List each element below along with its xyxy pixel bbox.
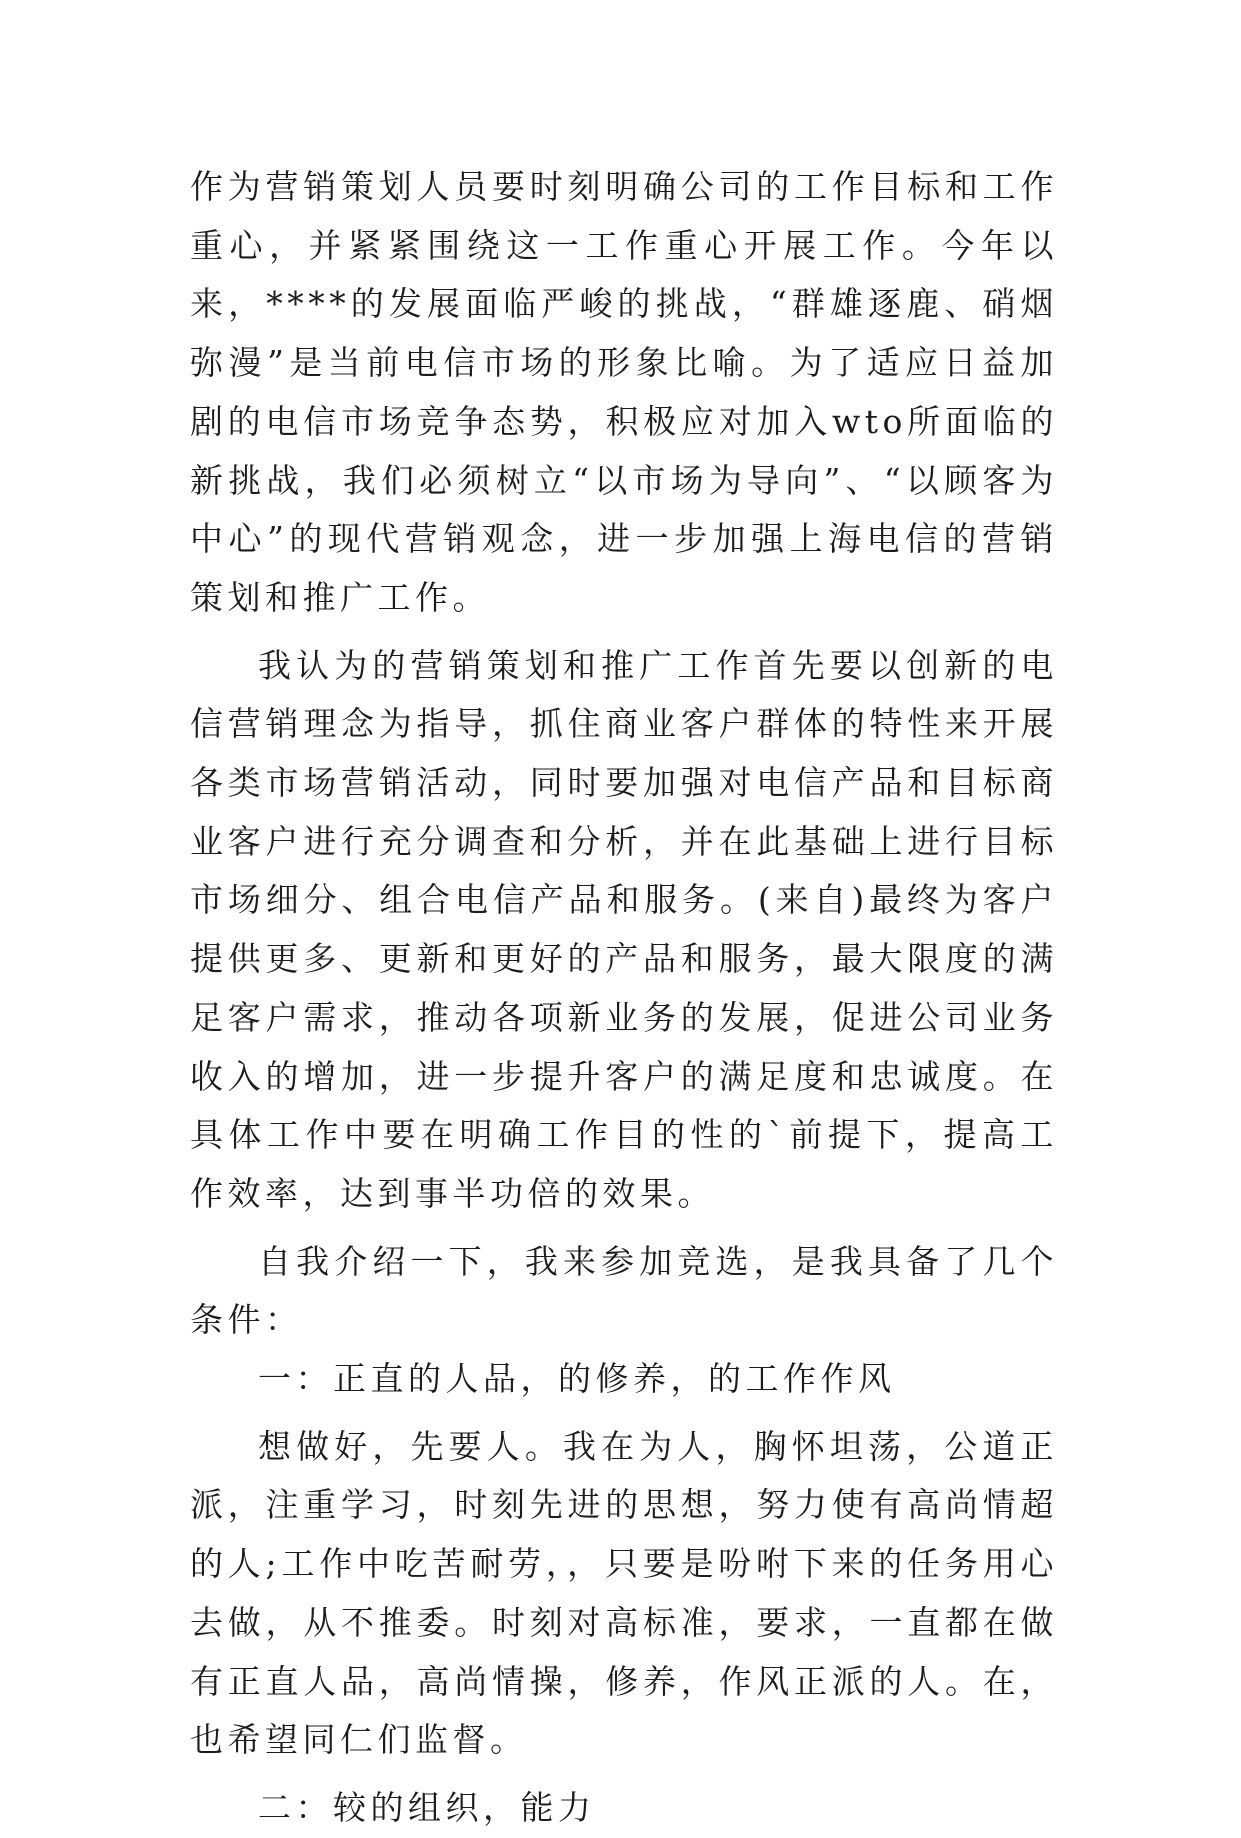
paragraph-marketing-goals: 作为营销策划人员要时刻明确公司的工作目标和工作重心，并紧紧围绕这一工作重心开展工作。今年以来，****的发展面临严峻的挑战，“群雄逐鹿、硝烟弥漫”是当前电信市场的形象比喻。为了适应日益加剧的电信市场竞争态势，积极应对加入wto所面临的新挑战，我们必须树立“以市场为导向”、“以顾客为中心”的现代营销观念，进一步加强上海电信的营销策划和推广工作。 <box>190 167 1058 617</box>
paragraph-marketing-approach: 我认为的营销策划和推广工作首先要以创新的电信营销理念为指导，抓住商业客户群体的特性来开展各类市场营销活动，同时要加强对电信产品和目标商业客户进行充分调查和分析，并在此基础上进行目标市场细分、组合电信产品和服务。(来自)最终为客户提供更多、更新和更好的产品和服务，最大限度的满足客户需求，推动各项新业务的发展，促进公司业务收入的增加，进一步提升客户的满足度和忠诚度。在具体工作中要在明确工作目的性的`前提下，提高工作效率，达到事半功倍的效果。 <box>190 645 1058 1213</box>
document-body <box>190 158 1058 1838</box>
paragraph-self-introduction: 自我介绍一下，我来参加竞选，是我具备了几个条件： <box>190 1241 1058 1340</box>
paragraph-point-two-heading: 二：较的组织，能力 <box>258 1787 596 1827</box>
paragraph-point-one-heading: 一：正直的人品，的修养，的工作作风 <box>258 1359 896 1399</box>
paragraph-point-one-body: 想做好，先要人。我在为人，胸怀坦荡，公道正派，注重学习，时刻先进的思想，努力使有高尚情超的人;工作中吃苦耐劳，，只要是吩咐下来的任务用心去做，从不推委。时刻对高标准，要求，一直都在做有正直人品，高尚情操，修养，作风正派的人。在，也希望同仁们监督。 <box>190 1426 1058 1760</box>
